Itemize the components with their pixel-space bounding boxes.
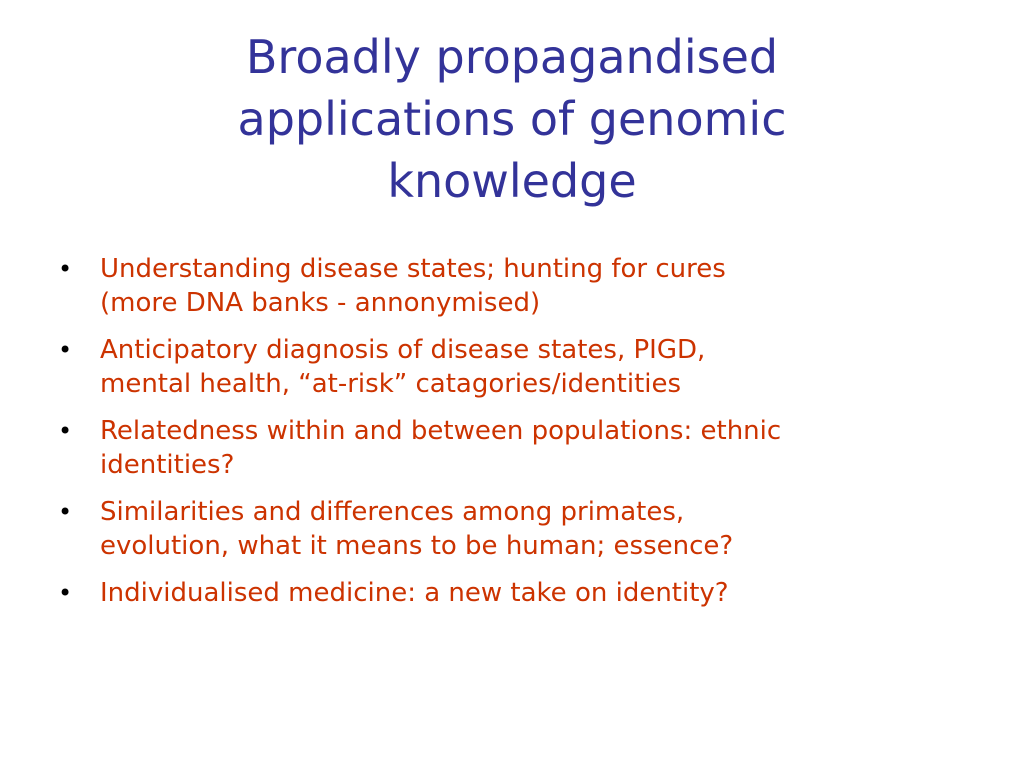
bullet-marker-icon: • [58,498,73,526]
bullet-line: (more DNA banks - annonymised) [100,288,541,318]
bullet-line: evolution, what it means to be human; essence? [100,531,734,561]
bullet-item [58,576,958,610]
bullet-line: Anticipatory diagnosis of disease states, PIGD, [100,335,706,365]
bullet-text [100,252,958,320]
slide-title [0,26,1024,212]
bullet-text [100,576,958,610]
bullet-line: identities? [100,450,235,480]
title-line: applications of genomic [237,92,787,146]
bullet-item [58,333,958,401]
bullet-marker-icon: • [58,336,73,364]
bullet-item [58,252,958,320]
bullet-line: Relatedness within and between populations: ethnic [100,416,782,446]
bullet-list [58,252,958,623]
bullet-text [100,333,958,401]
title-line: knowledge [387,154,637,208]
bullet-line: Understanding disease states; hunting for cures [100,254,726,284]
bullet-line: Individualised medicine: a new take on identity? [100,578,729,608]
bullet-marker-icon: • [58,417,73,445]
bullet-item [58,495,958,563]
bullet-marker-icon: • [58,579,73,607]
bullet-text [100,414,958,482]
bullet-marker-icon: • [58,255,73,283]
bullet-item [58,414,958,482]
bullet-line: Similarities and differences among primates, [100,497,685,527]
bullet-line: mental health, “at-risk” catagories/identities [100,369,682,399]
bullet-text [100,495,958,563]
title-line: Broadly propagandised [245,30,779,84]
